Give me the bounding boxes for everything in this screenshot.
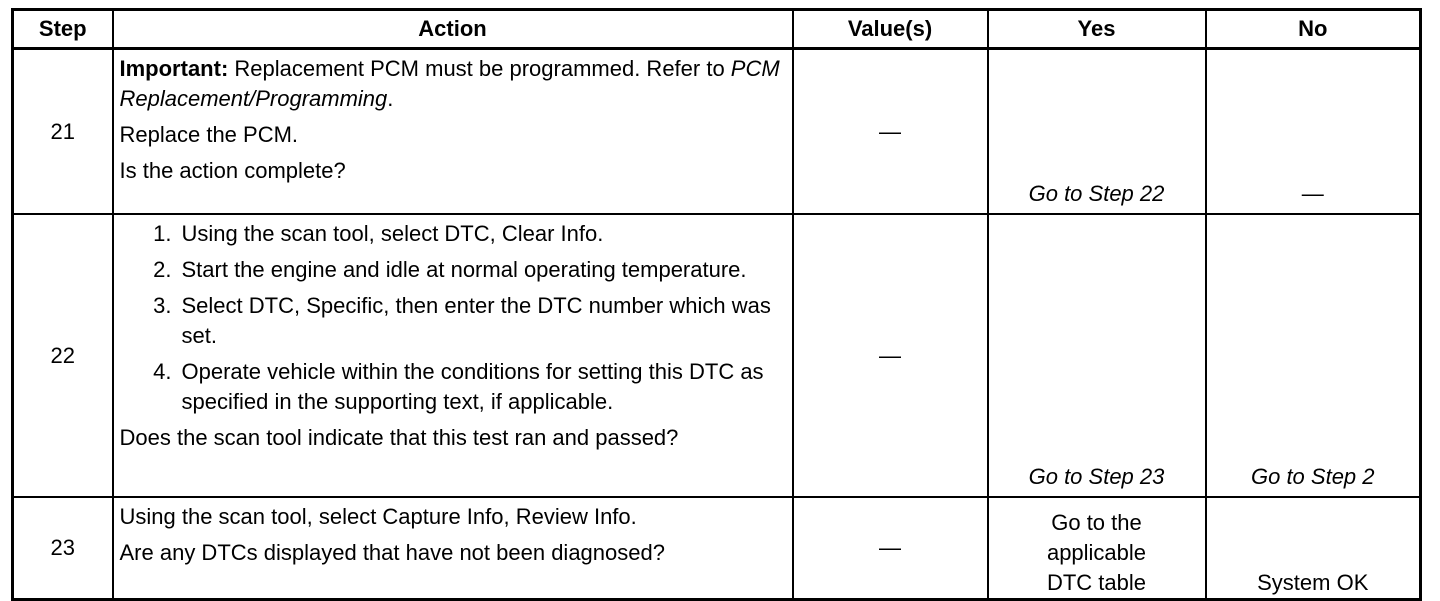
header-action: Action xyxy=(113,10,793,49)
yes-result-line: applicable xyxy=(1046,540,1147,565)
value-cell: — xyxy=(793,497,988,600)
list-item xyxy=(120,219,786,249)
important-reference: PCM Replacement/Programming xyxy=(119,56,780,111)
header-yes: Yes xyxy=(988,10,1206,49)
list-item-text: Operate vehicle within the conditions for setting this DTC as specified in the supporting text, if applicable. xyxy=(181,359,764,414)
list-item xyxy=(120,357,786,417)
list-item-text: Using the scan tool, select DTC, Clear Info. xyxy=(181,221,604,246)
yes-result: Go to Step 22 xyxy=(1028,181,1165,206)
value-cell: — xyxy=(793,214,988,497)
yes-cell xyxy=(988,49,1206,215)
table-row xyxy=(13,49,1421,215)
diagnostic-table xyxy=(11,8,1422,601)
list-item-number: 1. xyxy=(153,221,172,246)
list-item-number: 2. xyxy=(153,257,172,282)
action-steps-list xyxy=(120,219,786,417)
no-result: System OK xyxy=(1257,570,1369,595)
no-cell xyxy=(1206,49,1421,215)
important-end: . xyxy=(387,86,394,111)
header-row xyxy=(13,10,1421,49)
list-item-text: Select DTC, Specific, then enter the DTC number which was set. xyxy=(181,293,771,348)
header-no: No xyxy=(1206,10,1421,49)
list-item xyxy=(120,291,786,351)
list-item xyxy=(120,255,786,285)
important-text: Replacement PCM must be programmed. Refer to xyxy=(228,56,731,81)
list-item-number: 4. xyxy=(153,359,172,384)
action-cell xyxy=(113,49,793,215)
list-item-number: 3. xyxy=(153,293,172,318)
yes-result-line: Go to the xyxy=(1051,510,1142,535)
important-label: Important: xyxy=(119,56,229,81)
value-cell: — xyxy=(793,49,988,215)
action-question: Does the scan tool indicate that this test ran and passed? xyxy=(119,425,679,450)
action-question: Is the action complete? xyxy=(119,158,346,183)
action-cell xyxy=(113,497,793,600)
yes-cell xyxy=(988,497,1206,600)
step-number: 23 xyxy=(13,497,113,600)
yes-cell xyxy=(988,214,1206,497)
no-cell xyxy=(1206,214,1421,497)
no-result: Go to Step 2 xyxy=(1250,464,1375,489)
table-row xyxy=(13,214,1421,497)
list-item-text: Start the engine and idle at normal operating temperature. xyxy=(181,257,747,282)
header-step: Step xyxy=(13,10,113,49)
no-result: — xyxy=(1301,181,1324,206)
step-number: 21 xyxy=(13,49,113,215)
yes-result-line: DTC table xyxy=(1046,570,1147,595)
table-row xyxy=(13,497,1421,600)
header-values: Value(s) xyxy=(793,10,988,49)
action-cell xyxy=(113,214,793,497)
yes-result: Go to Step 23 xyxy=(1028,464,1165,489)
no-cell xyxy=(1206,497,1421,600)
important-note xyxy=(120,54,786,114)
action-instruction: Using the scan tool, select Capture Info, Review Info. xyxy=(119,504,637,529)
action-question: Are any DTCs displayed that have not been diagnosed? xyxy=(119,540,665,565)
step-number: 22 xyxy=(13,214,113,497)
action-instruction: Replace the PCM. xyxy=(119,122,299,147)
